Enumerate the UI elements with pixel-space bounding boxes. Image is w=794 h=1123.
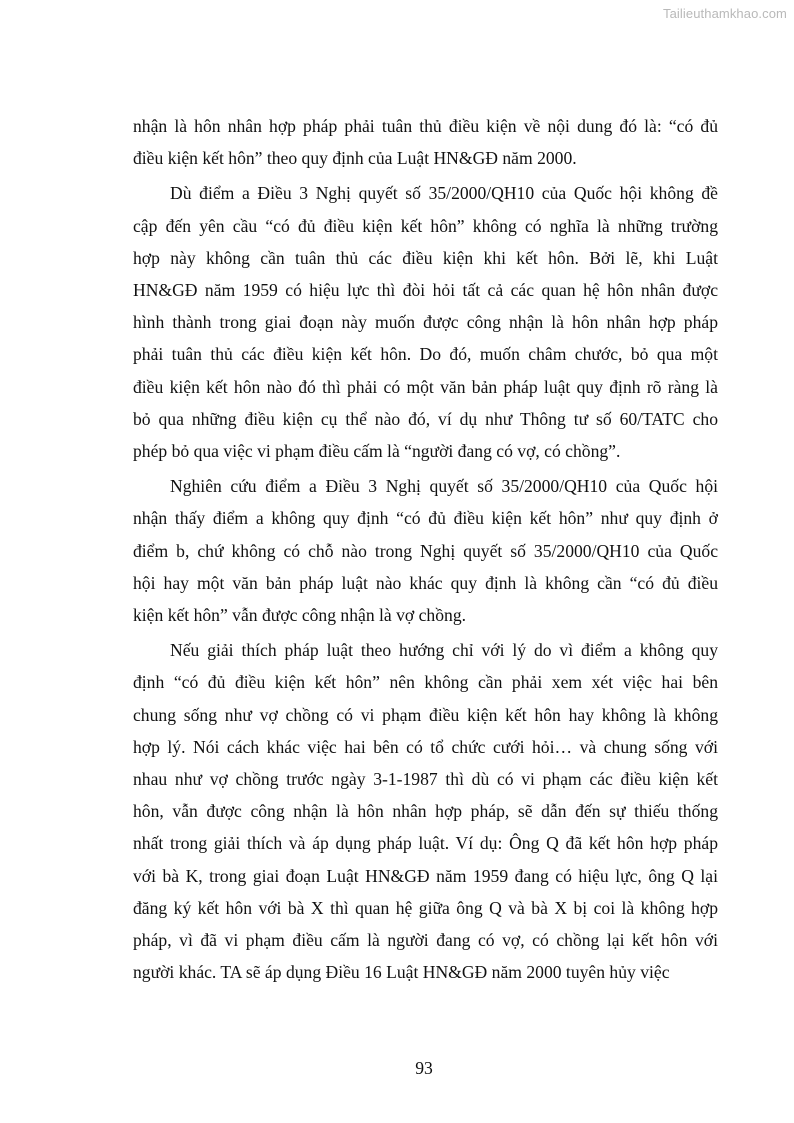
text-line: định “có đủ điều kiện kết hôn” nên không cần phải xem xét việc hai bên (133, 672, 718, 693)
text-line: người khác. TA sẽ áp dụng Điều 16 Luật HN&GĐ năm 2000 tuyên hủy việc (133, 962, 670, 983)
text-line: hôn, vẫn được công nhận là hôn nhân hợp pháp, sẽ dẫn đến sự thiếu thống (133, 801, 718, 822)
text-line: Nếu giải thích pháp luật theo hướng chỉ với lý do vì điểm a không quy (170, 640, 718, 661)
text-line: bỏ qua những điều kiện cụ thể nào đó, ví dụ như Thông tư số 60/TATC cho (133, 408, 718, 429)
paragraph (133, 110, 718, 174)
text-line: Nghiên cứu điểm a Điều 3 Nghị quyết số 35/2000/QH10 của Quốc hội (170, 476, 718, 497)
text-line: cập đến yên cầu “có đủ điều kiện kết hôn” không có nghĩa là những trường (133, 215, 718, 236)
text-line: phép bỏ qua việc vi phạm điều cấm là “người đang có vợ, có chồng”. (133, 441, 621, 462)
text-line: phải tuân thủ các điều kiện kết hôn. Do đó, muốn châm chước, bỏ qua một (133, 344, 718, 365)
watermark: Tailieuthamkhao.com (662, 6, 787, 21)
text-line: nhau như vợ chồng trước ngày 3-1-1987 thì dù có vi phạm các điều kiện kết (133, 769, 718, 790)
paragraph (133, 634, 718, 988)
page-number: 93 (415, 1058, 433, 1078)
text-line: Dù điểm a Điều 3 Nghị quyết số 35/2000/QH10 của Quốc hội không đề (170, 183, 718, 204)
text-line: hợp lý. Nói cách khác việc hai bên có tổ chức cưới hỏi… và chung sống với (133, 736, 718, 757)
document-body (133, 110, 718, 991)
text-line: hợp này không cần tuân thủ các điều kiện khi kết hôn. Bởi lẽ, khi Luật (133, 247, 718, 268)
paragraph (133, 177, 718, 467)
text-line: điều kiện kết hôn nào đó thì phải có một văn bản pháp luật quy định rõ ràng là (133, 376, 718, 397)
text-line: nhận thấy điểm a không quy định “có đủ điều kiện kết hôn” như quy định ở (133, 508, 718, 529)
text-line: kiện kết hôn” vẫn được công nhận là vợ chồng. (133, 605, 467, 626)
text-line: nhận là hôn nhân hợp pháp phải tuân thủ điều kiện về nội dung đó là: “có đủ (133, 116, 718, 136)
text-line: chung sống như vợ chồng có vi phạm điều kiện kết hôn hay không là không (133, 704, 718, 725)
text-line: điều kiện kết hôn” theo quy định của Luật HN&GĐ năm 2000. (133, 148, 577, 169)
text-line: pháp, vì đã vi phạm điều cấm là người đang có vợ, có chồng lại kết hôn với (133, 930, 718, 951)
text-line: điểm b, chứ không có chỗ nào trong Nghị quyết số 35/2000/QH10 của Quốc (133, 540, 718, 561)
text-line: với bà K, trong giai đoạn Luật HN&GĐ năm 1959 đang có hiệu lực, ông Q lại (133, 865, 718, 886)
text-line: đăng ký kết hôn với bà X thì quan hệ giữa ông Q và bà X bị coi là không hợp (133, 897, 718, 918)
text-line: nhất trong giải thích và áp dụng pháp luật. Ví dụ: Ông Q đã kết hôn hợp pháp (133, 833, 718, 854)
text-line: hội hay một văn bản pháp luật nào khác quy định là không cần “có đủ điều (133, 572, 718, 593)
text-line: hình thành trong giai đoạn này muốn được công nhận là hôn nhân hợp pháp (133, 312, 718, 333)
paragraph (133, 470, 718, 631)
text-line: HN&GĐ năm 1959 có hiệu lực thì đòi hỏi tất cả các quan hệ hôn nhân được (133, 280, 718, 301)
